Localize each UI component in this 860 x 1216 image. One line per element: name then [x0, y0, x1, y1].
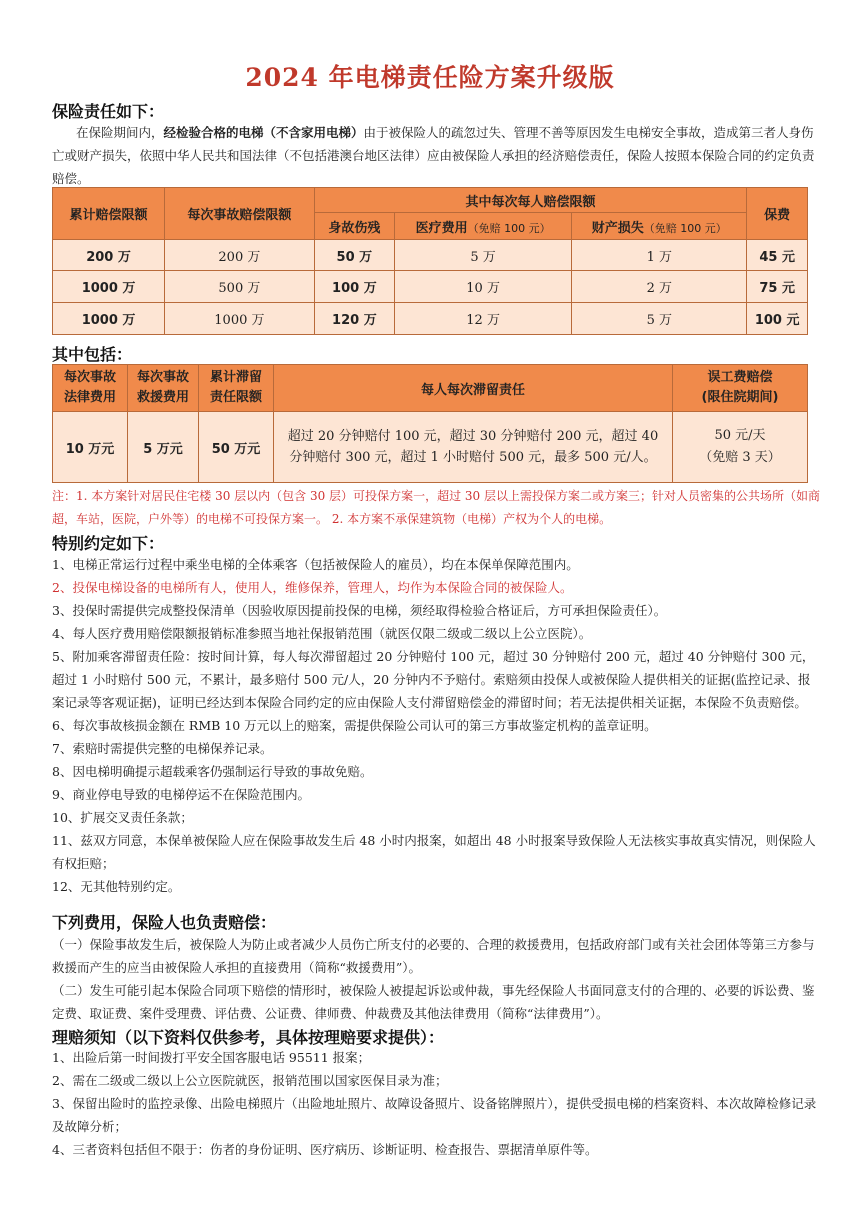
th-stranded-per-person: 每人每次滞留责任 [274, 365, 673, 412]
list-item: 12、无其他特别约定。 [52, 879, 181, 894]
coverage-text-bold: 经检验合格的电梯（不含家用电梯） [163, 125, 364, 140]
th-lost-wages [673, 365, 808, 412]
th-property-label: 财产损失 [591, 220, 644, 236]
list-item: 6、每次事故核损金额在 RMB 10 万元以上的赔案，需提供保险公司认可的第三方事故鉴定机构的盖章证明。 [52, 718, 657, 733]
th-medical [395, 213, 572, 240]
list-item: 3、投保时需提供完成整投保清单（因验收原因提前投保的电梯，须经取得检验合格证后，方可承担保险责任）。 [52, 603, 667, 618]
special-heading: 特别约定如下： [52, 534, 165, 553]
expenses-list [52, 933, 822, 1025]
table-cell: 1 万 [572, 240, 747, 271]
coverage-text-2: 由于被保险人的疏忽过失、管理不善等原因发生电梯安全事故，造成第三者人身伤亡或财产损失，依照中华人民共和国法律（不包括港澳台地区法律）应由被保险人承担的经济赔偿责任，保险人按照本保险合同的约定负责赔偿。 [52, 125, 815, 186]
page-title: 2024 年电梯责任险方案升级版 [245, 63, 615, 92]
table-cell: 45 元 [747, 240, 808, 271]
table-cell: 500 万 [165, 271, 315, 303]
th-cumulative: 累计赔偿限额 [53, 188, 165, 240]
list-item: 2、需在二级或二级以上公立医院就医，报销范围以国家医保目录为准； [52, 1073, 448, 1088]
claims-heading: 理赔须知（以下资料仅供参考，具体按理赔要求提供）： [52, 1028, 445, 1047]
table-cell: 10 万元 [53, 412, 128, 483]
table-cell: 50 万元 [199, 412, 274, 483]
list-item: 2、投保电梯设备的电梯所有人，使用人，维修保养，管理人，均作为本保险合同的被保险人。 [52, 580, 573, 595]
th-lost-wages-l1: 误工费赔偿 [707, 370, 773, 385]
list-item: 1、电梯正常运行过程中乘坐电梯的全体乘客（包括被保险人的雇员），均在本保单保障范围内。 [52, 557, 579, 572]
th-legal-fee-l2: 法律费用 [63, 390, 116, 405]
list-item: 11、兹双方同意，本保单被保险人应在保险事故发生后 48 小时内报案，如超出 48 小时报案导致保险人无法核实事故真实情况，则保险人有权拒赔； [52, 833, 816, 871]
th-rescue-fee-l2: 救援费用 [136, 390, 189, 405]
th-rescue-fee [128, 365, 199, 412]
th-death: 身故伤残 [314, 213, 394, 240]
th-lost-wages-l2: (限住院期间) [701, 390, 779, 405]
coverage-heading: 保险责任如下： [52, 102, 165, 121]
th-medical-note: （免赔 100 元） [467, 221, 551, 235]
table-row [53, 303, 808, 335]
th-stranded-limit-l2: 责任限额 [209, 390, 262, 405]
table-cell: 75 元 [747, 271, 808, 303]
coverage-text [52, 121, 822, 190]
lost-wages-deductible: （免赔 3 天） [699, 450, 781, 465]
coverage-table [52, 187, 808, 335]
table-cell: 1000 万 [53, 303, 165, 335]
th-rescue-fee-l1: 每次事故 [136, 370, 189, 385]
list-item: 3、保留出险时的监控录像、出险电梯照片（出险地址照片、故障设备照片、设备铭牌照片），提供受损电梯的档案资料、本次故障检修记录及故障分析； [52, 1096, 817, 1134]
th-property-note: （免赔 100 元） [643, 221, 727, 235]
table-row [53, 240, 808, 271]
list-item: 5、附加乘客滞留责任险：按时间计算，每人每次滞留超过 20 分钟赔付 100 元，超过 30 分钟赔付 200 元，超过 40 分钟赔付 300 元，超过 1 小时赔付 500 元，不累计，最多赔付 500 元/人，20 分钟内不予赔付。索赔须由投保人或被保险人提供相关的证据(监控记录、报案记录等客观证据)，证明已经达到本保险合同约定的应由保险人支付滞留赔偿金的滞留时间；若无法提供相关证据，本保险不负责赔偿。 [52, 649, 815, 710]
table-cell [673, 412, 808, 483]
table-cell: 100 万 [314, 271, 394, 303]
table-cell: 12 万 [395, 303, 572, 335]
th-legal-fee [53, 365, 128, 412]
coverage-text-1: 在保险期间内， [76, 125, 164, 140]
table-cell: 5 万 [572, 303, 747, 335]
list-item: 4、三者资料包括但不限于：伤者的身份证明、医疗病历、诊断证明、检查报告、票据清单原件等。 [52, 1142, 598, 1157]
th-premium: 保费 [747, 188, 808, 240]
includes-heading: 其中包括： [52, 345, 133, 364]
includes-table [52, 364, 808, 483]
claims-list [52, 1046, 822, 1161]
list-item: 1、出险后第一时间拨打平安全国客服电话 95511 报案； [52, 1050, 371, 1065]
table-cell: 200 万 [53, 240, 165, 271]
table-cell: 2 万 [572, 271, 747, 303]
table-cell: 50 万 [314, 240, 394, 271]
th-legal-fee-l1: 每次事故 [63, 370, 116, 385]
table-cell: 1000 万 [165, 303, 315, 335]
list-item: 10、扩展交叉责任条款； [52, 810, 193, 825]
table-row [53, 412, 808, 483]
list-item: 7、索赔时需提供完整的电梯保养记录。 [52, 741, 273, 756]
note-text: 注：1. 本方案针对居民住宅楼 30 层以内（包含 30 层）可投保方案一，超过 30 层以上需投保方案二或方案三；针对人员密集的公共场所（如商超，车站，医院，户外等）的电梯不可投保方案一。 2. 本方案不承保建筑物（电梯）产权为个人的电梯。 [52, 489, 820, 526]
table-cell: 120 万 [314, 303, 394, 335]
table-cell: 5 万元 [128, 412, 199, 483]
table-cell: 1000 万 [53, 271, 165, 303]
th-medical-label: 医疗费用 [415, 220, 468, 236]
table-cell: 200 万 [165, 240, 315, 271]
th-stranded-limit [199, 365, 274, 412]
list-item: 8、因电梯明确提示超载乘客仍强制运行导致的事故免赔。 [52, 764, 373, 779]
list-item: 9、商业停电导致的电梯停运不在保险范围内。 [52, 787, 310, 802]
list-item: （二）发生可能引起本保险合同项下赔偿的情形时，被保险人被提起诉讼或仲裁，事先经保险人书面同意支付的合理的、必要的诉讼费、鉴定费、取证费、案件受理费、评估费、公证费、律师费、仲裁费及其他法律费用（简称“法律费用”）。 [52, 983, 815, 1021]
table-row [53, 271, 808, 303]
expenses-heading: 下列费用，保险人也负责赔偿： [52, 913, 277, 932]
th-per-accident: 每次事故赔偿限额 [165, 188, 315, 240]
list-item: （一）保险事故发生后，被保险人为防止或者减少人员伤亡所支付的必要的、合理的救援费用，包括政府部门或有关社会团体等第三方参与救援而产生的应当由被保险人承担的直接费用（简称“救援费用”）。 [52, 937, 815, 975]
list-item: 4、每人医疗费用赔偿限额报销标准参照当地社保报销范围（就医仅限二级或二级以上公立医院）。 [52, 626, 592, 641]
th-stranded-limit-l1: 累计滞留 [209, 370, 262, 385]
table-cell: 超过 20 分钟赔付 100 元，超过 30 分钟赔付 200 元，超过 40 分钟赔付 300 元，超过 1 小时赔付 500 元，最多 500 元/人。 [274, 412, 673, 483]
table-cell: 100 元 [747, 303, 808, 335]
th-property [572, 213, 747, 240]
special-list [52, 553, 822, 898]
table-cell: 10 万 [395, 271, 572, 303]
lost-wages-rate: 50 元/天 [714, 428, 766, 443]
table-cell: 5 万 [395, 240, 572, 271]
th-per-person-group: 其中每次每人赔偿限额 [314, 188, 747, 213]
